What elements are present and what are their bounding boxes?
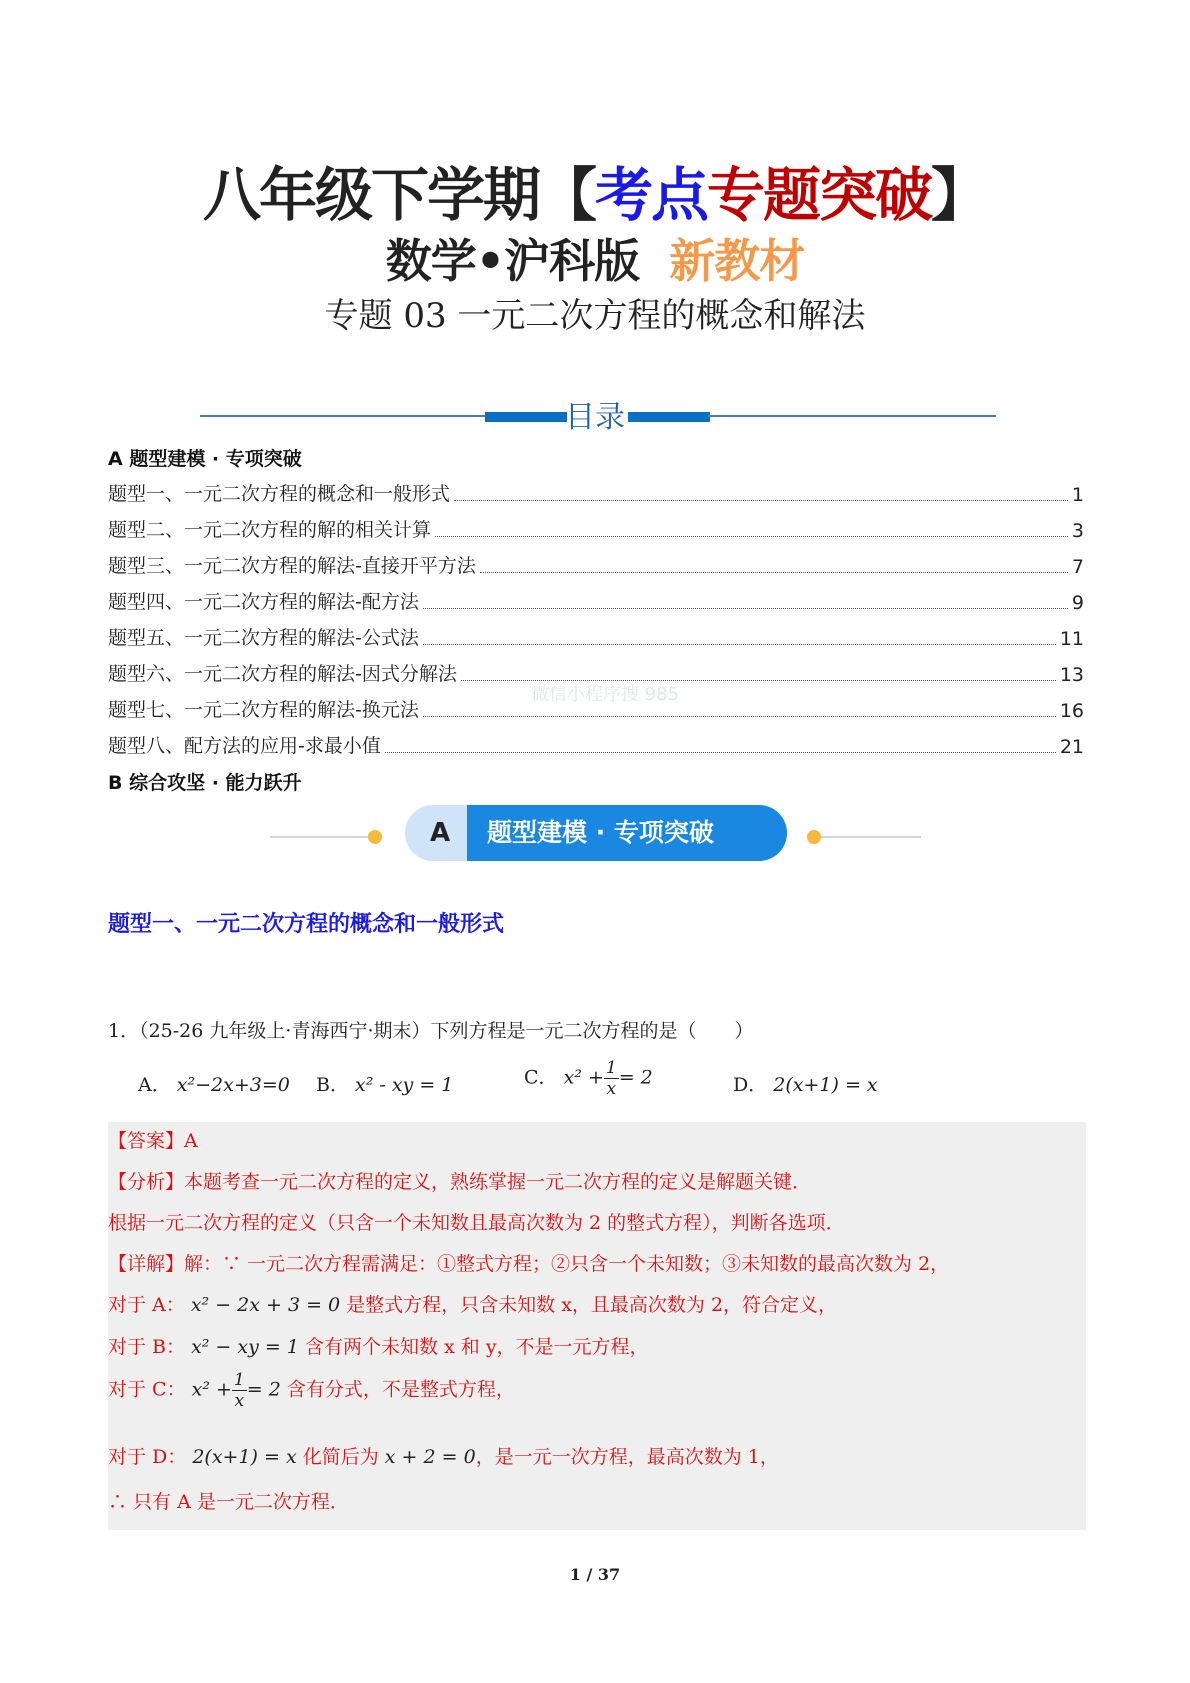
- leader-dots: [423, 608, 1068, 609]
- toc-page: 21: [1059, 736, 1084, 758]
- text: 化简后为: [302, 1446, 379, 1468]
- math: x² − xy = 1: [191, 1336, 299, 1358]
- page-number: 1 / 37: [569, 1565, 621, 1584]
- toc-page: 3: [1071, 520, 1084, 542]
- option-c: [524, 1058, 653, 1099]
- toc-page: 11: [1059, 628, 1084, 650]
- denominator: x: [606, 1079, 617, 1099]
- math: x² − 2x + 3 = 0: [190, 1294, 341, 1316]
- leader-dots: [454, 500, 1068, 501]
- toc-label: 题型八、配方法的应用-求最小值: [108, 735, 381, 757]
- toc-label: 题型五、一元二次方程的解法-公式法: [108, 627, 419, 649]
- option-label: B．: [316, 1074, 349, 1096]
- toc-item[interactable]: [108, 515, 1084, 542]
- banner-letter: A: [430, 818, 451, 848]
- banner-dot: [807, 830, 821, 844]
- toc-page: 1: [1071, 484, 1084, 506]
- watermark: 微信小程序搜 985: [530, 684, 680, 705]
- option-expr: x² - xy = 1: [355, 1074, 454, 1096]
- toc-section-a[interactable]: A 题型建模 · 专项突破: [108, 448, 302, 470]
- option-expr: 2(x+1) = x: [773, 1074, 878, 1096]
- detail-line: [108, 1290, 837, 1317]
- toc-page: 9: [1071, 592, 1084, 614]
- analysis-line: 根据一元二次方程的定义（只含一个未知数且最高次数为 2 的整式方程），判断各选项．: [108, 1212, 845, 1234]
- leader-dots: [423, 644, 1056, 645]
- label: 对于 A：: [108, 1294, 185, 1316]
- answer-line: 【答案】A: [108, 1130, 198, 1152]
- divider: [485, 412, 567, 422]
- text: 含有两个未知数 x 和 y，不是一元方程，: [304, 1336, 649, 1358]
- toc-item[interactable]: [108, 551, 1084, 578]
- toc-label: 题型六、一元二次方程的解法-因式分解法: [108, 663, 457, 685]
- detail-line: 【详解】解：∵ 一元二次方程需满足：①整式方程；②只含一个未知数；③未知数的最高次数为 2，: [108, 1253, 950, 1275]
- title-highlight-red: 专题突破: [707, 161, 932, 229]
- toc-page: 16: [1059, 700, 1084, 722]
- banner-text: 题型建模 · 专项突破: [467, 805, 787, 861]
- math: 2(x+1) = x: [192, 1446, 297, 1468]
- option-expr: = 2: [618, 1066, 653, 1089]
- option-expr: x² +: [563, 1066, 604, 1089]
- label: 对于 B：: [108, 1336, 186, 1358]
- math: x² +: [191, 1378, 232, 1401]
- title-part: 八年级下学期【: [202, 161, 595, 229]
- toc-label: 题型一、一元二次方程的概念和一般形式: [108, 483, 451, 505]
- label: 对于 D：: [108, 1446, 187, 1468]
- leader-dots: [435, 536, 1068, 537]
- denominator: x: [234, 1391, 245, 1411]
- banner-dot: [368, 830, 382, 844]
- section-heading: 题型一、一元二次方程的概念和一般形式: [108, 912, 505, 937]
- toc-page: 13: [1059, 664, 1084, 686]
- divider: [628, 412, 710, 422]
- text: 是整式方程，只含未知数 x，且最高次数为 2，符合定义，: [346, 1294, 838, 1316]
- detail-line: [108, 1442, 779, 1469]
- toc-label: 题型三、一元二次方程的解法-直接开平方法: [108, 555, 476, 577]
- divider: [200, 415, 490, 417]
- toc-label: 题型四、一元二次方程的解法-配方法: [108, 591, 419, 613]
- option-label: D．: [733, 1074, 768, 1096]
- option-d: [733, 1070, 878, 1097]
- subtitle-new: 新教材: [669, 234, 805, 288]
- toc-item[interactable]: [108, 587, 1084, 614]
- analysis-line: 【分析】本题考查一元二次方程的定义，熟练掌握一元二次方程的定义是解题关键．: [108, 1171, 812, 1193]
- option-a: [138, 1070, 290, 1097]
- label: 对于 C：: [108, 1378, 186, 1401]
- banner-line: [270, 836, 370, 838]
- detail-line: [108, 1370, 515, 1411]
- topic-title: 专题 03 一元二次方程的概念和解法: [324, 296, 866, 336]
- option-expr: x²−2x+3=0: [176, 1074, 290, 1096]
- answer-box: [108, 1122, 1086, 1530]
- conclusion-line: ∴ 只有 A 是一元二次方程．: [108, 1491, 349, 1513]
- detail-line: [108, 1332, 649, 1359]
- fraction: [604, 1058, 619, 1099]
- toc-label: 题型二、一元二次方程的解的相关计算: [108, 519, 432, 541]
- toc-item[interactable]: [108, 479, 1084, 506]
- toc-section-b[interactable]: B 综合攻坚 · 能力跃升: [108, 772, 302, 794]
- divider: [708, 415, 996, 417]
- option-label: A．: [138, 1074, 171, 1096]
- leader-dots: [480, 572, 1068, 573]
- main-title: [0, 148, 1190, 232]
- toc-label: 题型七、一元二次方程的解法-换元法: [108, 699, 419, 721]
- text: ，是一元一次方程，最高次数为 1，: [475, 1446, 779, 1468]
- option-label: C．: [524, 1066, 558, 1089]
- toc-item[interactable]: [108, 623, 1084, 650]
- text: 含有分式，不是整式方程，: [286, 1378, 515, 1401]
- option-b: [316, 1070, 453, 1097]
- fraction: [232, 1370, 247, 1411]
- subtitle-edition: 数学•沪科版: [385, 234, 640, 288]
- question-stem: 1．（25-26 九年级上·青海西宁·期末）下列方程是一元二次方程的是（ ）: [108, 1020, 754, 1042]
- title-highlight-blue: 考点: [594, 161, 707, 229]
- section-banner: [405, 805, 787, 861]
- toc-page: 7: [1071, 556, 1084, 578]
- title-part: 】: [931, 161, 988, 229]
- numerator: 1: [605, 1058, 617, 1078]
- math: x + 2 = 0: [384, 1446, 476, 1468]
- subtitle: [0, 225, 1190, 291]
- banner-line: [821, 836, 921, 838]
- leader-dots: [385, 752, 1056, 753]
- numerator: 1: [233, 1370, 245, 1390]
- toc-title: 目录: [565, 400, 625, 435]
- math: = 2: [246, 1378, 281, 1401]
